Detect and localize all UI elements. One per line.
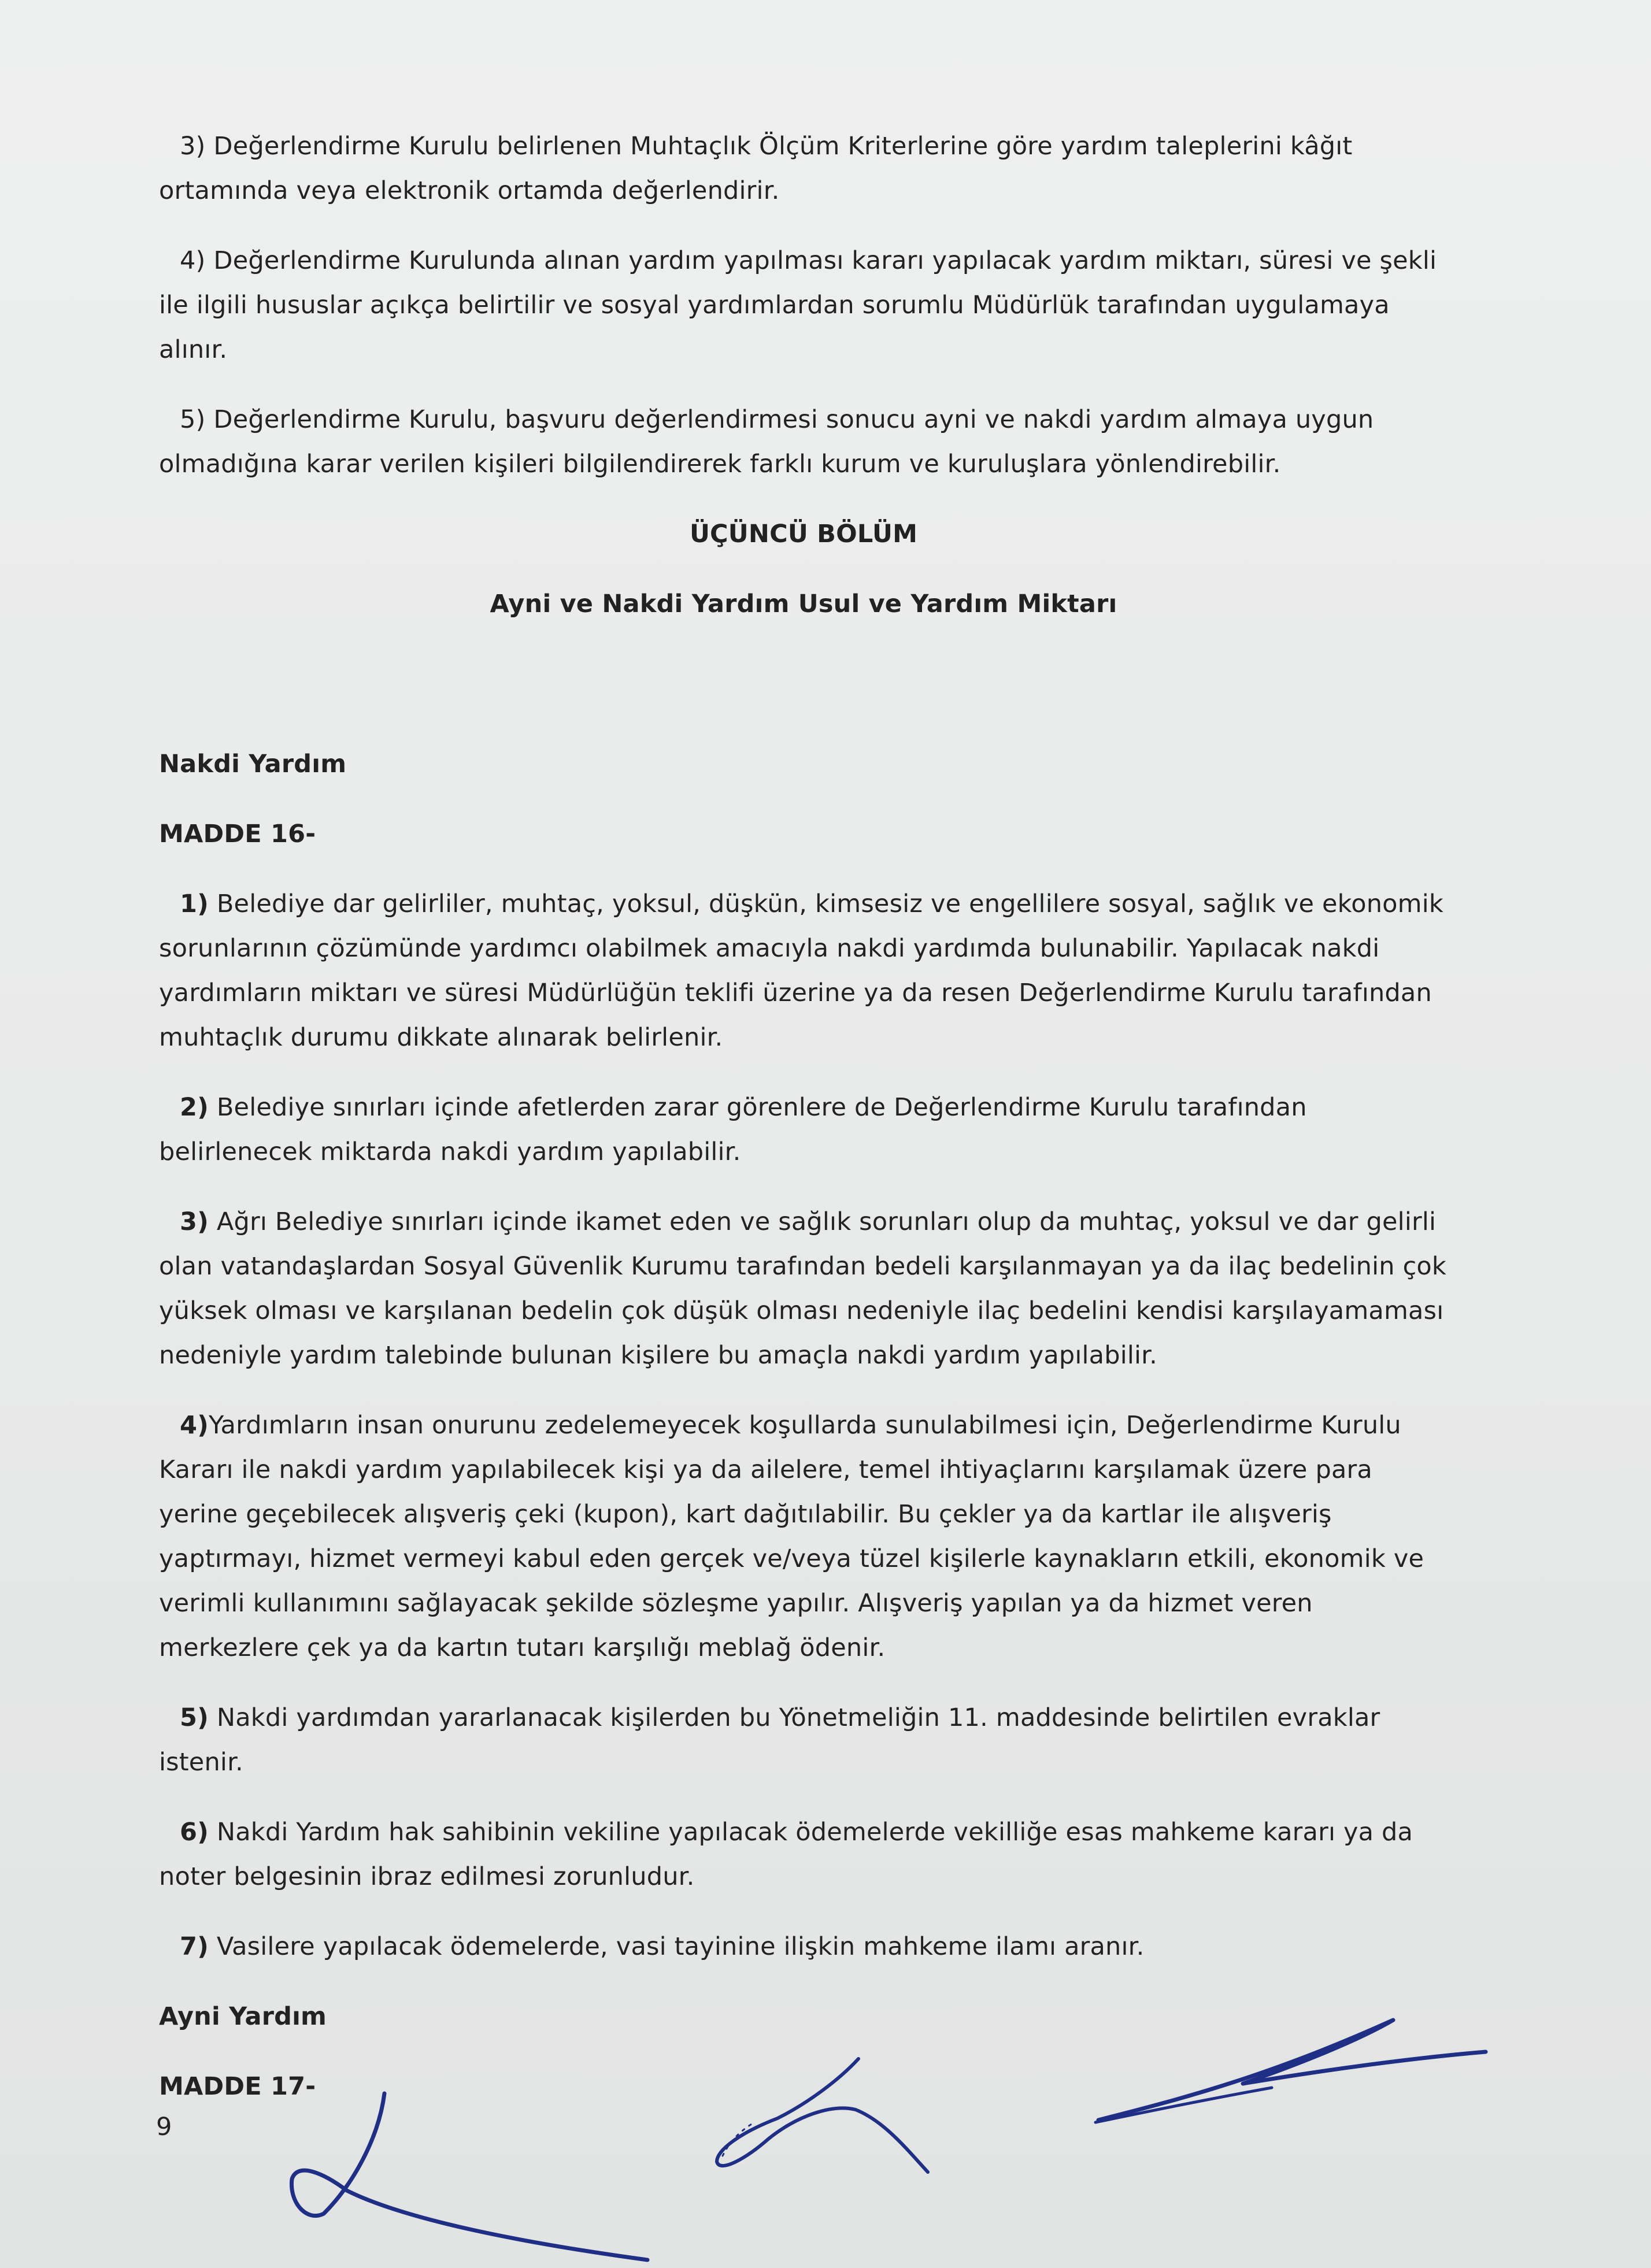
item-text: Nakdi Yardım hak sahibinin vekiline yapılacak ödemelerde vekilliğe esas mahkeme kararı ya da noter belgesinin ibraz edilmesi zorunludur. xyxy=(159,1818,1413,1891)
item-text: Vasilere yapılacak ödemelerde, vasi tayinine ilişkin mahkeme ilamı aranır. xyxy=(208,1932,1145,1961)
item-number: 3) xyxy=(180,1207,209,1236)
item-number: 1) xyxy=(180,890,209,918)
paragraph-3: 3) Değerlendirme Kurulu belirlenen Muhtaçlık Ölçüm Kriterlerine göre yardım taleplerini kâğıt ortamında veya elektronik ortamda değerlendirir. xyxy=(159,132,1353,205)
paragraph-4: 4) Değerlendirme Kurulunda alınan yardım yapılması kararı yapılacak yardım miktarı, süresi ve şekli ile ilgili hususlar açıkça belirtilir ve sosyal yardımlardan sorumlu Müdürlük tarafından uygulamaya alınır. xyxy=(159,246,1437,364)
madde-16-item-2 xyxy=(159,1085,1448,1174)
item-text: Nakdi yardımdan yararlanacak kişilerden bu Yönetmeliğin 11. maddesinde belirtilen evraklar istenir. xyxy=(159,1703,1380,1777)
item-number: 4) xyxy=(180,1411,209,1440)
section-heading: ÜÇÜNCÜ BÖLÜM xyxy=(689,520,918,549)
page-number: 9 xyxy=(156,2113,172,2141)
item-number: 6) xyxy=(180,1818,209,1847)
item-number: 7) xyxy=(180,1932,209,1961)
ayni-yardim-heading: Ayni Yardım xyxy=(159,2002,327,2031)
madde-16-item-1 xyxy=(159,882,1448,1060)
paragraph-5: 5) Değerlendirme Kurulu, başvuru değerlendirmesi sonucu ayni ve nakdi yardım almaya uygun olmadığına karar verilen kişileri bilgilendirerek farklı kurum ve kuruluşlara yönlendirebilir. xyxy=(159,405,1374,479)
item-number: 2) xyxy=(180,1093,209,1122)
madde-17-heading: MADDE 17- xyxy=(159,2072,316,2101)
madde-16-item-5 xyxy=(159,1696,1448,1785)
item-text: Ağrı Belediye sınırları içinde ikamet eden ve sağlık sorunları olup da muhtaç, yoksul ve dar gelirli olan vatandaşlardan Sosyal Güvenlik Kurumu tarafından bedeli karşılanmayan ya da ilaç bedelinin çok yüksek olması ve karşılanan bedelin çok düşük olması nedeniyle ilaç bedelini kendisi karşılayamaması nedeniyle yardım talebinde bulunan kişilere bu amaçla nakdi yardım yapılabilir. xyxy=(159,1207,1447,1370)
madde-16-item-6 xyxy=(159,1810,1448,1899)
item-text: Belediye sınırları içinde afetlerden zarar görenlere de Değerlendirme Kurulu tarafından belirlenecek miktarda nakdi yardım yapılabilir. xyxy=(159,1093,1307,1166)
madde-16-item-7 xyxy=(159,1925,1448,1969)
item-number: 5) xyxy=(180,1703,209,1732)
item-text: Yardımların insan onurunu zedelemeyecek koşullarda sunulabilmesi için, Değerlendirme Kurulu Kararı ile nakdi yardım yapılabilecek kişi ya da ailelere, temel ihtiyaçlarını karşılamak üzere para yerine geçebilecek alışveriş çeki (kupon), kart dağıtılabilir. Bu çekler ya da kartlar ile alışveriş yaptırmayı, hizmet vermeyi kabul eden gerçek ve/veya tüzel kişilerle kaynakların etkili, ekonomik ve verimli kullanımını sağlayacak şekilde sözleşme yapılır. Alışveriş yapılan ya da hizmet veren merkezlere çek ya da kartın tutarı karşılığı meblağ ödenir. xyxy=(159,1411,1424,1662)
madde-16-heading: MADDE 16- xyxy=(159,820,316,848)
item-text: Belediye dar gelirliler, muhtaç, yoksul, düşkün, kimsesiz ve engellilere sosyal, sağlık ve ekonomik sorunlarının çözümünde yardımcı olabilmek amacıyla nakdi yardımda bulunabilir. Yapılacak nakdi yardımların miktarı ve süresi Müdürlüğün teklifi üzerine ya da resen Değerlendirme Kurulu tarafından muhtaçlık durumu dikkate alınarak belirlenir. xyxy=(159,890,1444,1052)
nakdi-yardim-heading: Nakdi Yardım xyxy=(159,750,347,779)
document-body xyxy=(159,124,1448,2134)
section-title: Ayni ve Nakdi Yardım Usul ve Yardım Miktarı xyxy=(490,590,1117,618)
madde-16-item-3 xyxy=(159,1200,1448,1378)
madde-16-item-4 xyxy=(159,1403,1448,1670)
